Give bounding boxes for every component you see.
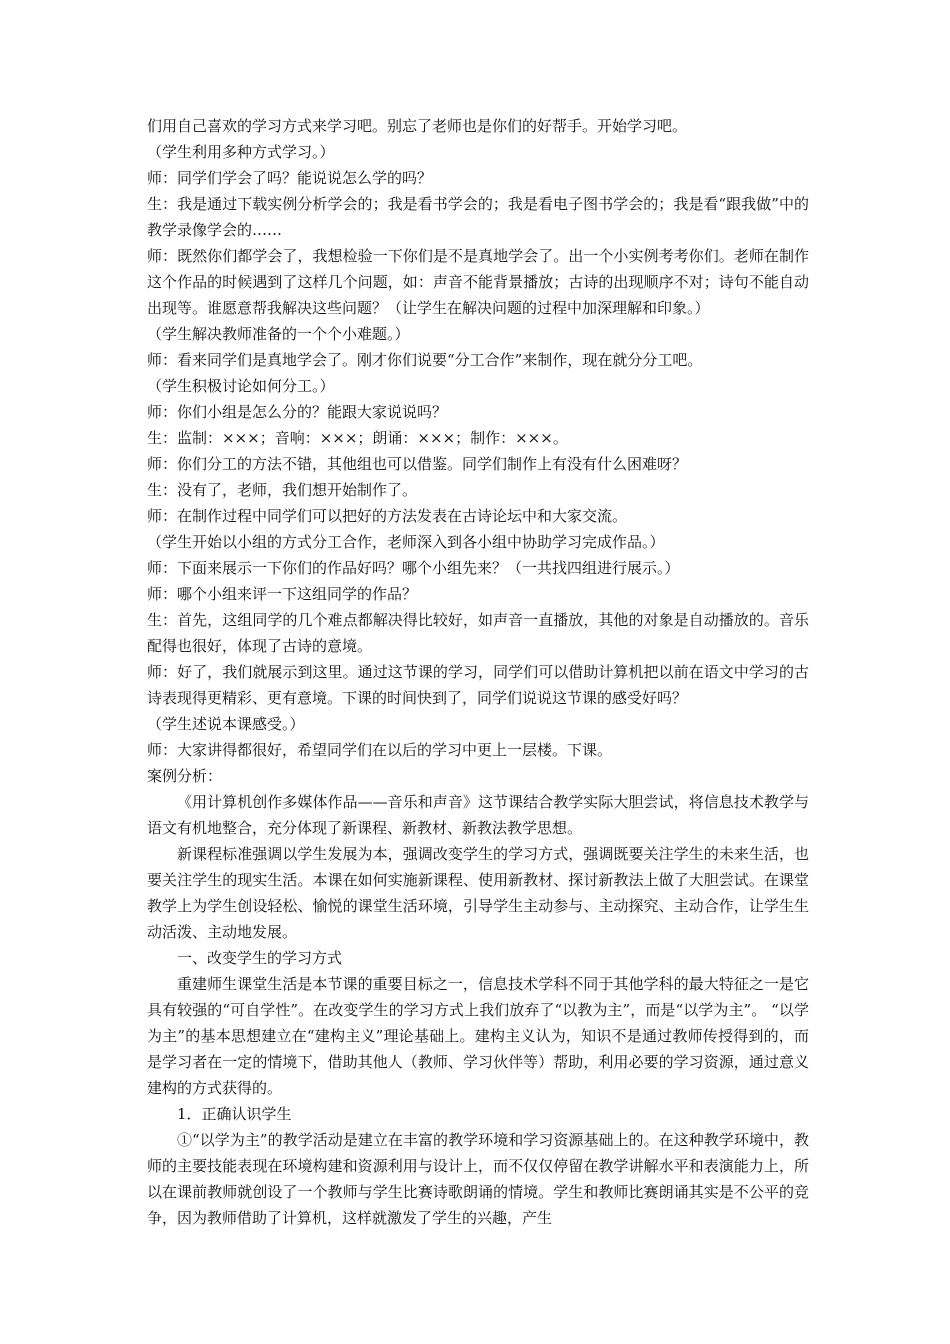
- paragraph-teacher-test: 师：既然你们都学会了，我想检验一下你们是不是真地学会了。出一个小实例考考你们。老师在制作这个作品的时候遇到了这样几个问题，如：声音不能背景播放；古诗的出现顺序不对；诗句不能自动出现等。谁愿意帮我解决这些问题？（让学生在解决问题的过程中加深理解和印象。）: [147, 247, 809, 317]
- paragraph-teacher-show: 师：下面来展示一下你们的作品好吗？哪个小组先来？（一共找四组进行展示。）: [147, 559, 680, 577]
- heading-know-students: 1．正确认识学生: [177, 1105, 292, 1123]
- document-page: [147, 113, 809, 1231]
- paragraph-analysis-rebuild: 重建师生课堂生活是本节课的重要目标之一，信息技术学科不同于其他学科的最大特征之一是它具有较强的“可自学性”。在改变学生的学习方式上我们放弃了“以教为主”，而是“以学为主”。 “以学为主”的基本思想建立在“建构主义”理论基础上。建构主义认为，知识不是通过教师传授得到的，而是学习者在一定的情境下，借助其他人（教师、学习伙伴等）帮助，利用必要的学习资源，通过意义建构的方式获得的。: [147, 975, 809, 1097]
- paragraph-analysis-activity: ①“以学为主”的教学活动是建立在丰富的教学环境和学习资源基础上的。在这种教学环境中，教师的主要技能表现在环境构建和资源利用与设计上，而不仅仅停留在教学讲解水平和表演能力上，所以在课前教师就创设了一个教师与学生比赛诗歌朗诵的情境。学生和教师比赛朗诵其实是不公平的竞争，因为教师借助了计算机，这样就激发了学生的兴趣，产生: [147, 1131, 809, 1227]
- paragraph-teacher-praise: 师：你们分工的方法不错，其他组也可以借鉴。同学们制作上有没有什么困难呀？: [147, 455, 688, 473]
- paragraph-teacher-ask-group: 师：你们小组是怎么分的？能跟大家说说吗？: [147, 403, 448, 421]
- paragraph-student-cooperate: （学生开始以小组的方式分工合作，老师深入到各小组中协助学习完成作品。）: [147, 533, 665, 551]
- paragraph-student-activity: （学生利用多种方式学习。）: [147, 143, 335, 161]
- paragraph-teacher-evaluate: 师：哪个小组来评一下这组同学的作品？: [147, 585, 418, 603]
- paragraph-intro: 们用自己喜欢的学习方式来学习吧。别忘了老师也是你们的好帮手。开始学习吧。: [147, 117, 688, 135]
- paragraph-analysis-intro: 《用计算机创作多媒体作品——音乐和声音》这节课结合教学实际大胆尝试，将信息技术教学与语文有机地整合，充分体现了新课程、新教材、新教法教学思想。: [147, 793, 809, 837]
- paragraph-student-feeling: （学生述说本课感受。）: [147, 715, 305, 733]
- paragraph-teacher-end: 师：大家讲得都很好，希望同学们在以后的学习中更上一层楼。下课。: [147, 741, 613, 759]
- paragraph-student-answer: 生：我是通过下载实例分析学会的；我是看书学会的；我是看电子图书学会的；我是看“跟我做”中的教学录像学会的……: [147, 195, 809, 239]
- paragraph-student-evaluate: 生：首先，这组同学的几个难点都解决得比较好，如声音一直播放，其他的对象是自动播放的。音乐配得也很好，体现了古诗的意境。: [147, 611, 809, 655]
- paragraph-student-solve: （学生解决教师准备的一个个小难题。）: [147, 325, 410, 343]
- paragraph-analysis-standard: 新课程标准强调以学生发展为本，强调改变学生的学习方式，强调既要关注学生的未来生活，也要关注学生的现实生活。本课在如何实施新课程、使用新教材、探讨新教法上做了大胆尝试。在课堂教学上为学生创设轻松、愉悦的课堂生活环境，引导学生主动参与、主动探究、主动合作，让学生生动活泼、主动地发展。: [147, 845, 809, 941]
- paragraph-teacher-divide: 师：看来同学们是真地学会了。刚才你们说要“分工合作”来制作，现在就分分工吧。: [147, 351, 703, 369]
- paragraph-student-ready: 生：没有了，老师，我们想开始制作了。: [147, 481, 418, 499]
- paragraph-student-roles: 生：监制：×××；音响：×××；朗诵：×××；制作：×××。: [147, 429, 568, 447]
- paragraph-teacher-summary: 师：好了，我们就展示到这里。通过这节课的学习，同学们可以借助计算机把以前在语文中学习的古诗表现得更精彩、更有意境。下课的时间快到了，同学们说说这节课的感受好吗？: [147, 663, 809, 707]
- paragraph-student-discuss: （学生积极讨论如何分工。）: [147, 377, 335, 395]
- paragraph-teacher-question: 师：同学们学会了吗？能说说怎么学的吗？: [147, 169, 433, 187]
- heading-case-analysis: 案例分析：: [147, 767, 223, 785]
- paragraph-teacher-forum: 师：在制作过程中同学们可以把好的方法发表在古诗论坛中和大家交流。: [147, 507, 628, 525]
- heading-change-learning: 一、改变学生的学习方式: [177, 949, 343, 967]
